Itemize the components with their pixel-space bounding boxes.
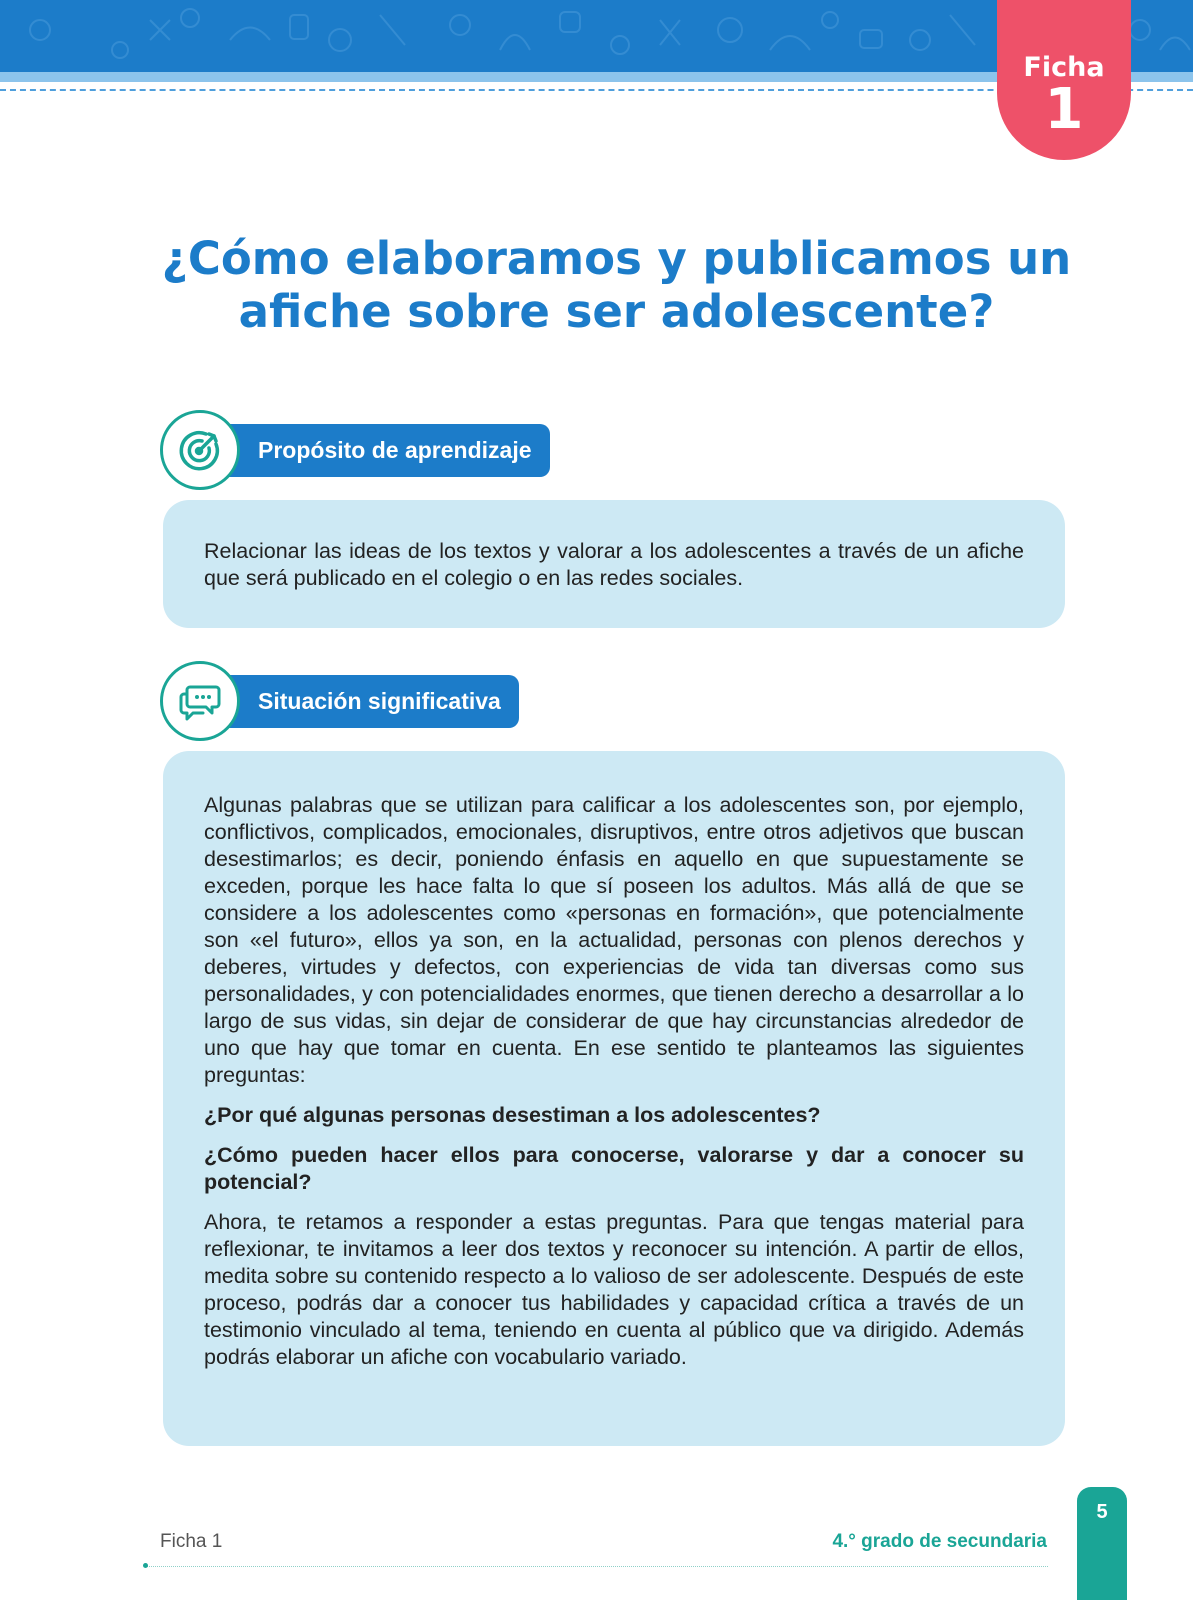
title-line-2: afiche sobre ser adolescente? (238, 285, 995, 338)
situacion-paragraph-1: Algunas palabras que se utilizan para calificar a los adolescentes son, por ejemplo, conflictivos, complicados, emocionales, disruptivos, entre otros adjetivos que buscan desestimarlos; es decir, poniendo énfasis en aquello en que supuestamente se exceden, porque les hace falta lo que sí poseen los adultos. Más allá de que se considere a los adolescentes como «personas en formación», que potencialmente son «el futuro», ellos ya son, en la actualidad, personas con plenos derechos y deberes, virtudes y defectos, con experiencias de vida tan diversas como sus personalidades, y con potencialidades enormes, que tienen derecho a desarrollar a lo largo de sus vidas, sin dejar de considerar de que hay circunstancias alrededor de uno que hay que tomar en cuenta. En ese sentido te planteamos las siguientes preguntas: (204, 793, 1024, 1087)
situacion-paragraph-2: Ahora, te retamos a responder a estas preguntas. Para que tengas material para reflexionar, te invitamos a leer dos textos y reconocer su intención. A partir de ellos, medita sobre su contenido respecto a lo valioso de ser adolescente. Después de este proceso, podrás dar a conocer tus habilidades y capacidad crítica a través de un testimonio vinculado al tema, teniendo en cuenta al público que va dirigido. Además podrás elaborar un afiche con vocabulario variado. (204, 1210, 1024, 1369)
ficha-label: Ficha (1023, 52, 1105, 83)
page-number-tab (1077, 1487, 1127, 1600)
page-title (120, 232, 1113, 338)
page-number: 5 (1096, 1501, 1108, 1523)
situacion-icon-circle (160, 661, 240, 741)
footer-dot (143, 1563, 148, 1568)
proposito-header (160, 410, 600, 492)
proposito-text: Relacionar las ideas de los textos y valorar a los adolescentes a través de un afiche que será publicado en el colegio o en las redes sociales. (204, 539, 1024, 590)
proposito-icon-circle (160, 410, 240, 490)
footer-divider (146, 1566, 1048, 1567)
situacion-question-1: ¿Por qué algunas personas desestiman a los adolescentes? (204, 1103, 821, 1127)
situacion-box (163, 751, 1065, 1446)
footer-grade-label: 4.° grado de secundaria (832, 1531, 1047, 1552)
proposito-heading: Propósito de aprendizaje (220, 424, 550, 477)
situacion-heading: Situación significativa (220, 675, 519, 728)
chat-bubbles-icon (176, 677, 224, 725)
title-line-1: ¿Cómo elaboramos y publicamos un (161, 232, 1072, 285)
situacion-header (160, 661, 560, 743)
situacion-question-2: ¿Cómo pueden hacer ellos para conocerse, valorarse y dar a conocer su potencial? (204, 1143, 1024, 1194)
ficha-tab (997, 0, 1131, 160)
footer-ficha-label: Ficha 1 (160, 1531, 223, 1552)
target-icon (176, 426, 224, 474)
proposito-box (163, 500, 1065, 628)
ficha-number: 1 (1044, 77, 1084, 142)
